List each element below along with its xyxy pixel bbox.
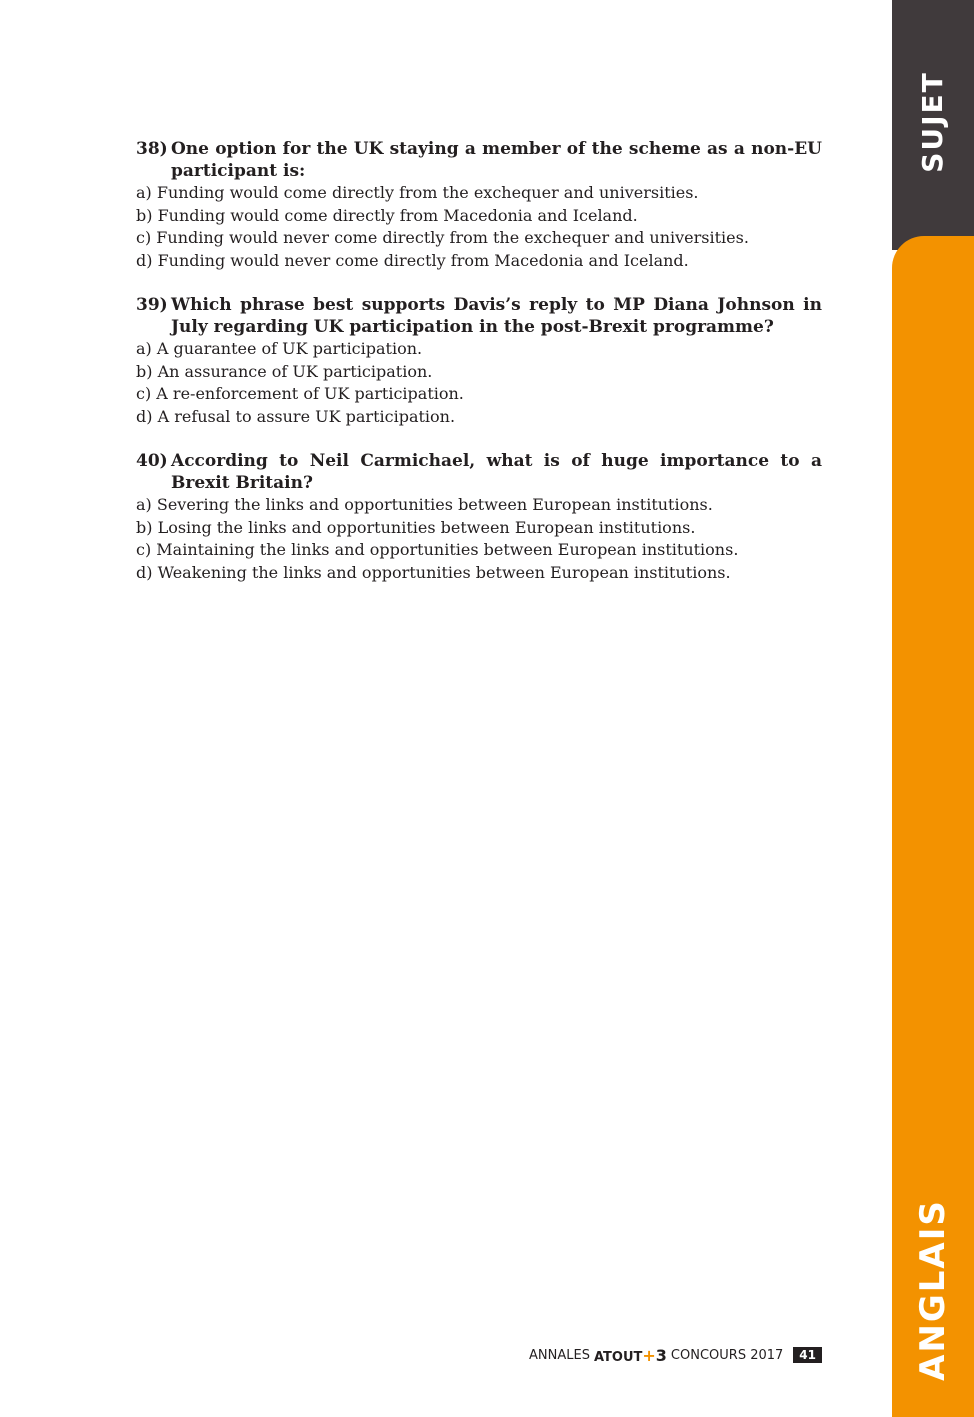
footer-suffix: CONCOURS 2017 bbox=[670, 1347, 784, 1363]
question-39 bbox=[136, 294, 822, 428]
question-40 bbox=[136, 450, 822, 584]
footer-brand-logo bbox=[594, 1346, 667, 1365]
footer-brand: ATOUT bbox=[593, 1349, 643, 1365]
option-b: b) An assurance of UK participation. bbox=[136, 361, 433, 381]
option-d: d) A refusal to assure UK participation. bbox=[136, 406, 456, 426]
option-b: b) Funding would come directly from Macedonia and Iceland. bbox=[136, 205, 638, 225]
option-c: c) Maintaining the links and opportunities between European institutions. bbox=[136, 540, 739, 559]
option-b: b) Losing the links and opportunities between European institutions. bbox=[136, 517, 696, 537]
question-text: According to Neil Carmichael, what is of huge importance to a Brexit Britain? bbox=[171, 451, 822, 493]
question-text: One option for the UK staying a member of the scheme as a non-EU participant is: bbox=[171, 139, 822, 181]
option-a: a) Severing the links and opportunities between European institutions. bbox=[136, 495, 713, 514]
question-number: 40) bbox=[136, 451, 168, 471]
option-c: c) Funding would never come directly from the exchequer and universities. bbox=[136, 228, 749, 247]
question-38 bbox=[136, 138, 822, 272]
footer-prefix: ANNALES bbox=[529, 1347, 590, 1363]
option-d: d) Funding would never come directly from Macedonia and Iceland. bbox=[136, 250, 689, 270]
footer-brand-plus: + bbox=[642, 1345, 656, 1365]
option-a: a) Funding would come directly from the exchequer and universities. bbox=[136, 183, 699, 202]
option-c: c) A re-enforcement of UK participation. bbox=[136, 384, 464, 403]
question-number: 39) bbox=[136, 295, 168, 315]
questions-container bbox=[136, 138, 822, 606]
footer-brand-three: 3 bbox=[655, 1345, 667, 1365]
option-a: a) A guarantee of UK participation. bbox=[136, 339, 423, 358]
page-footer bbox=[529, 1345, 822, 1365]
question-number: 38) bbox=[136, 139, 168, 159]
section-tab-sujet: SUJET bbox=[916, 71, 949, 173]
option-d: d) Weakening the links and opportunities between European institutions. bbox=[136, 562, 731, 582]
section-tab-anglais: ANGLAIS bbox=[913, 1199, 953, 1381]
page-number: 41 bbox=[793, 1347, 822, 1363]
question-text: Which phrase best supports Davis’s reply to MP Diana Johnson in July regarding UK participation in the post-Brexit programme? bbox=[171, 295, 822, 337]
